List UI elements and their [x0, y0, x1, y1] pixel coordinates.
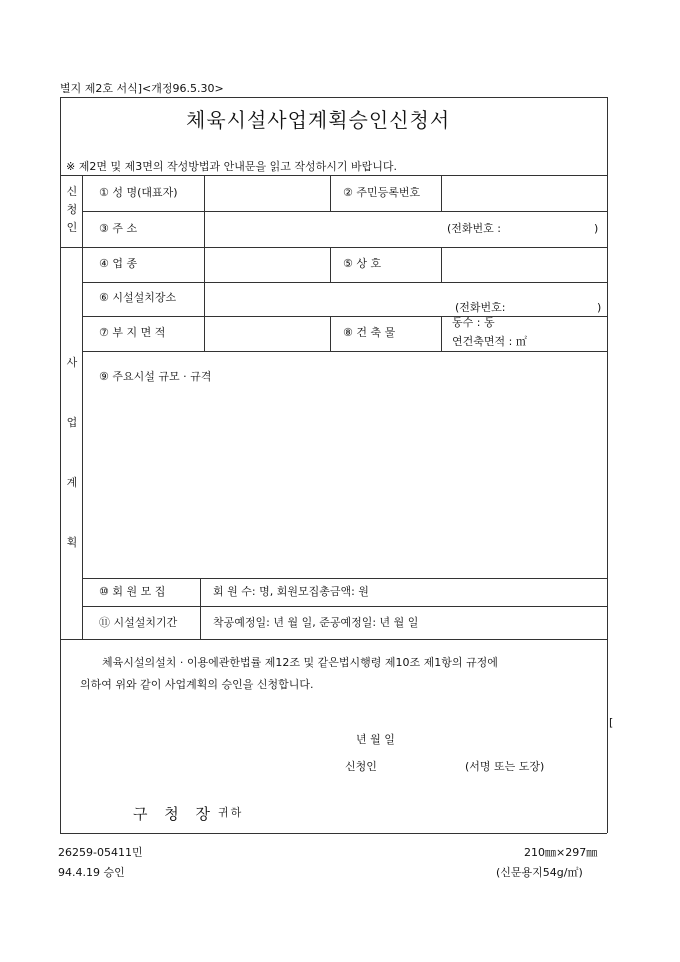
site-area-label: ⑦ 부 지 면 적: [99, 326, 166, 339]
location-label: ⑥ 시설설치장소: [99, 291, 177, 304]
row-line: [82, 282, 607, 283]
frame-right: [607, 97, 608, 833]
frame-bottom: [60, 833, 607, 834]
address-phone-close: ): [594, 222, 599, 235]
applicant-side-label: 신 청 인: [66, 185, 78, 234]
name-field[interactable]: [206, 177, 328, 209]
column-line: [330, 247, 331, 282]
id-number-field[interactable]: [443, 177, 605, 209]
applicant-label: 신청인: [345, 760, 377, 773]
trade-name-field[interactable]: [443, 249, 605, 280]
form-code: 26259-05411민: [58, 846, 143, 859]
business-side-label-3: 계: [66, 476, 78, 489]
address-label: ③ 주 소: [99, 222, 138, 235]
address-field[interactable]: [206, 213, 446, 245]
business-type-label: ④ 업 종: [99, 257, 138, 270]
location-phone-label: (전화번호:: [455, 301, 506, 314]
recipient-suffix: 귀하: [218, 806, 244, 819]
row-line: [60, 247, 607, 248]
business-side-label-1: 사: [66, 356, 78, 369]
column-line: [441, 175, 442, 211]
period-value[interactable]: 착공예정일: 년 월 일, 준공예정일: 년 월 일: [213, 616, 419, 629]
building-label: ⑧ 건 축 물: [343, 326, 396, 339]
address-phone-label: (전화번호 :: [447, 222, 501, 235]
row-line: [82, 351, 607, 352]
building-count: 동수 : 동: [452, 316, 495, 329]
form-number: 별지 제2호 서식]<개정96.5.30>: [60, 82, 224, 95]
declaration-line-2: 의하여 위와 같이 사업계획의 승인을 신청합니다.: [80, 678, 314, 691]
label-column-line: [204, 175, 205, 351]
business-type-field[interactable]: [206, 249, 328, 280]
recipient: 구 청 장: [133, 805, 217, 823]
declaration-date[interactable]: 년 월 일: [356, 733, 395, 746]
members-value[interactable]: 회 원 수: 명, 회원모집총금액: 원: [213, 585, 369, 598]
frame-top: [60, 97, 607, 98]
business-side-label-4: 획: [66, 536, 78, 549]
period-label: ⑪ 시설설치기간: [99, 616, 178, 629]
row-line: [60, 175, 607, 176]
column-line: [441, 316, 442, 351]
column-line: [330, 316, 331, 351]
facilities-field[interactable]: [99, 390, 603, 574]
instruction-note: ※ 제2면 및 제3면의 작성방법과 안내문을 읽고 작성하시기 바랍니다.: [66, 160, 397, 173]
row-line: [82, 316, 607, 317]
form-title: 체육시설사업계획승인신청서: [186, 108, 451, 132]
paper-size: 210㎜×297㎜: [524, 846, 598, 859]
label-column-line: [200, 578, 201, 639]
paper-type: (신문용지54g/㎡): [496, 866, 583, 879]
location-field[interactable]: [206, 284, 446, 314]
approval-date: 94.4.19 승인: [58, 866, 125, 879]
declaration-line-1: 체육시설의설치 · 이용에관한법률 제12조 및 같은법시행령 제10조 제1항의 규정에: [102, 656, 498, 669]
facilities-label: ⑨ 주요시설 규모 · 규격: [99, 370, 212, 383]
signature-field[interactable]: (서명 또는 도장): [465, 760, 545, 773]
trade-name-label: ⑤ 상 호: [343, 257, 382, 270]
row-line: [82, 606, 607, 607]
row-line: [82, 578, 607, 579]
members-label: ⑩ 회 원 모 집: [99, 585, 166, 598]
row-line: [82, 211, 607, 212]
site-area-field[interactable]: [206, 318, 328, 349]
row-line: [60, 639, 607, 640]
business-side-label-2: 업: [66, 416, 78, 429]
stray-bracket: [: [609, 716, 614, 729]
column-line: [441, 247, 442, 282]
name-label: ① 성 명(대표자): [99, 186, 178, 199]
side-column-line: [82, 175, 83, 639]
column-line: [330, 175, 331, 211]
location-phone-close: ): [597, 301, 602, 314]
building-floor-area: 연건축면적 : ㎡: [452, 335, 527, 348]
id-number-label: ② 주민등록번호: [343, 186, 421, 199]
